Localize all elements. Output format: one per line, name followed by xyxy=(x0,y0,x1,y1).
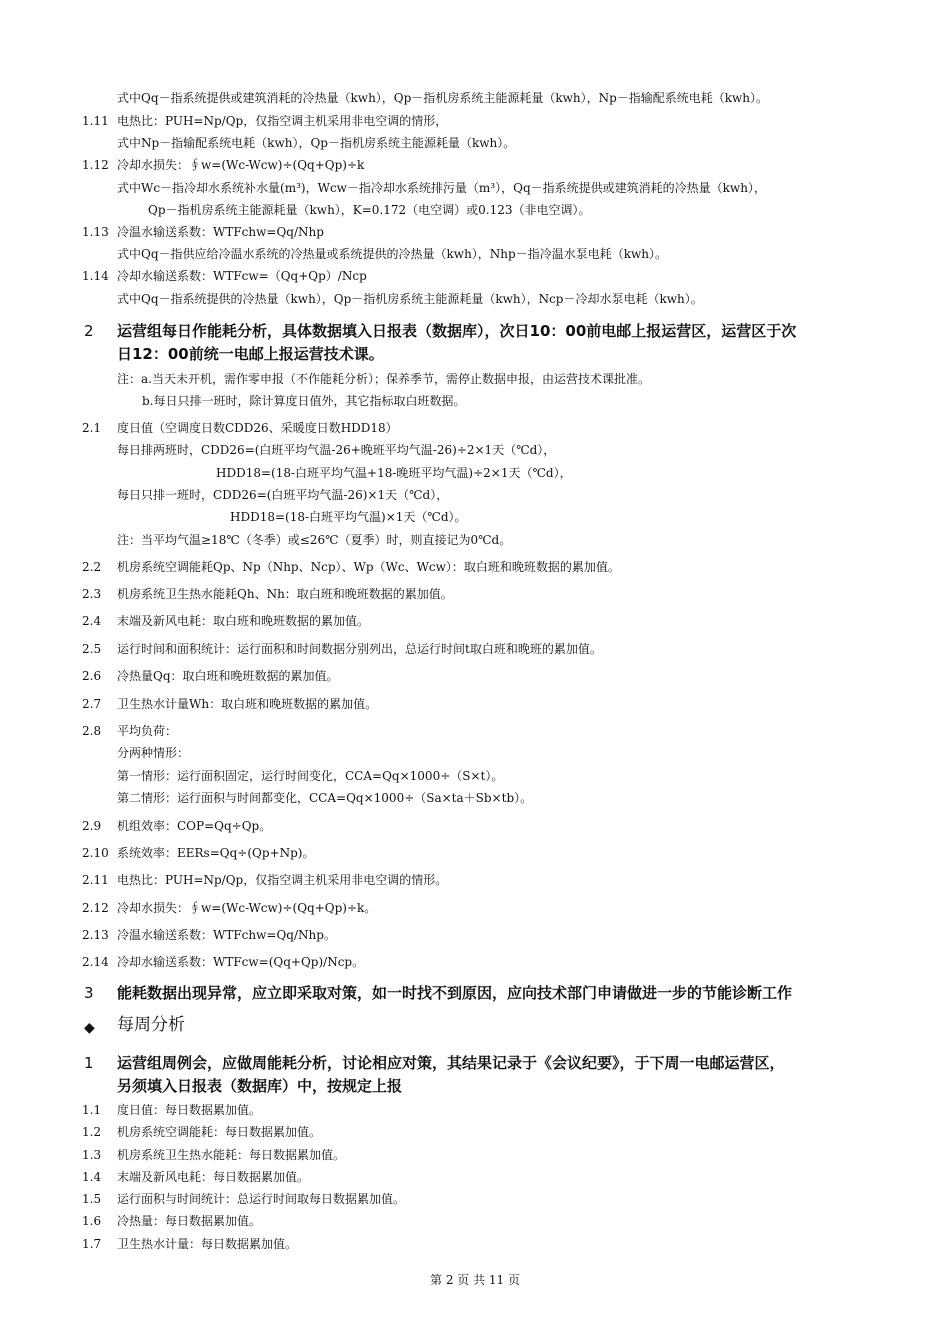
text-line: 第一情形：运行面积固定，运行时间变化，CCA=Qq×1000÷（S×t）。 xyxy=(117,769,504,783)
diamond-bullet-icon: ◆ xyxy=(84,1020,95,1036)
section-heading: 能耗数据出现异常，应立即采取对策，如一时找不到原因，应向技术部门申请做进一步的节能诊断工作 xyxy=(117,984,793,1002)
item-number: 2.3 xyxy=(82,587,102,601)
text-line: 式中Wc－指冷却水系统补水量(m³)，Wcw－指冷却水系统排污量（m³），Qq－指系统提供或建筑消耗的冷热量（kwh）， xyxy=(117,181,766,195)
text-line: HDD18=(18-白班平均气温)×1天（℃d）。 xyxy=(230,510,467,524)
section-heading: 日12：00前统一电邮上报运营技术课。 xyxy=(117,345,384,363)
text-line: 冷却水损失：∮w=(Wc-Wcw)÷(Qq+Qp)÷k xyxy=(117,158,365,172)
text-line: 机组效率：COP=Qq÷Qp。 xyxy=(117,819,272,833)
text-line: 卫生热水计量Wh：取白班和晚班数据的累加值。 xyxy=(117,697,378,711)
text-line: 冷热量：每日数据累加值。 xyxy=(117,1214,262,1228)
note-line: b.每日只排一班时，除计算度日值外，其它指标取白班数据。 xyxy=(142,394,466,408)
item-number: 1.6 xyxy=(82,1214,102,1228)
text-line: 机房系统空调能耗：每日数据累加值。 xyxy=(117,1125,322,1139)
item-number: 2.6 xyxy=(82,669,102,683)
text-line: 运行面积与时间统计：总运行时间取每日数据累加值。 xyxy=(117,1192,406,1206)
item-number: 2.4 xyxy=(82,614,102,628)
item-number: 2.9 xyxy=(82,819,102,833)
section-heading: 运营组每日作能耗分析，具体数据填入日报表（数据库），次日10：00前电邮上报运营区，运营区于次 xyxy=(117,322,797,340)
text-line: 每日只排一班时，CDD26=(白班平均气温-26)×1天（℃d）， xyxy=(117,488,449,502)
text-line: 每日排两班时，CDD26=(白班平均气温-26+晚班平均气温-26)÷2×1天（℃d）， xyxy=(117,443,556,457)
note-line: 注：当平均气温≥18℃（冬季）或≤26℃（夏季）时，则直接记为0℃d。 xyxy=(117,533,512,547)
text-line: 平均负荷： xyxy=(117,724,178,738)
text-line: 第二情形：运行面积与时间都变化，CCA=Qq×1000÷（Sa×ta＋Sb×tb）。 xyxy=(117,791,533,805)
note-line: 注：a.当天未开机，需作零申报（不作能耗分析）；保养季节，需停止数据申报，由运营技术课批准。 xyxy=(117,372,650,386)
text-line: 冷却水输送系数：WTFcw=（Qq+Qp）/Ncp xyxy=(117,269,367,283)
item-number: 2.13 xyxy=(82,928,109,942)
section-number: 1 xyxy=(84,1054,94,1072)
item-number: 1.5 xyxy=(82,1192,102,1206)
item-number: 1.13 xyxy=(82,225,109,239)
item-number: 2.7 xyxy=(82,697,102,711)
section-number: 2 xyxy=(84,322,94,340)
item-number: 2.11 xyxy=(82,873,109,887)
text-line: 分两种情形： xyxy=(117,746,190,760)
item-number: 2.8 xyxy=(82,724,102,738)
item-number: 2.2 xyxy=(82,560,102,574)
text-line: Qp－指机房系统主能源耗量（kwh），K=0.172（电空调）或0.123（非电空调）。 xyxy=(148,203,591,217)
text-line: 冷温水输送系数：WTFchw=Qq/Nhp xyxy=(117,225,324,239)
text-line: 式中Qq－指供应给冷温水系统的冷热量或系统提供的冷热量（kwh），Nhp－指冷温水泵电耗（kwh）。 xyxy=(117,247,667,261)
text-line: 机房系统空调能耗Qp、Np（Nhp、Ncp）、Wp（Wc、Wcw）：取白班和晚班数据的累加值。 xyxy=(117,560,620,574)
section-number: 3 xyxy=(84,984,94,1002)
text-line: 电热比：PUH=Np/Qp，仅指空调主机采用非电空调的情形， xyxy=(117,114,448,128)
text-line: 冷热量Qq：取白班和晚班数据的累加值。 xyxy=(117,669,339,683)
text-line: 冷温水输送系数：WTFchw=Qq/Nhp。 xyxy=(117,928,336,942)
weekly-heading: 每周分析 xyxy=(117,1015,185,1035)
item-number: 1.1 xyxy=(82,1103,102,1117)
item-number: 2.5 xyxy=(82,642,102,656)
item-number: 2.1 xyxy=(82,421,102,435)
text-line: 末端及新风电耗：取白班和晚班数据的累加值。 xyxy=(117,614,370,628)
item-number: 1.14 xyxy=(82,269,109,283)
text-line: 系统效率：EERs=Qq÷(Qp+Np)。 xyxy=(117,846,315,860)
section-heading: 另须填入日报表（数据库）中，按规定上报 xyxy=(117,1077,403,1095)
item-number: 2.10 xyxy=(82,846,109,860)
item-number: 1.2 xyxy=(82,1125,102,1139)
item-number: 2.12 xyxy=(82,901,109,915)
text-line: 机房系统卫生热水能耗：每日数据累加值。 xyxy=(117,1148,346,1162)
item-number: 1.11 xyxy=(82,114,109,128)
text-line: 冷却水输送系数：WTFcw=(Qq+Qp)/Ncp。 xyxy=(117,955,365,969)
text-line: 运行时间和面积统计：运行面积和时间数据分别列出，总运行时间t取白班和晚班的累加值。 xyxy=(117,642,602,656)
item-number: 1.7 xyxy=(82,1237,102,1251)
text-line: 式中Qq－指系统提供或建筑消耗的冷热量（kwh），Qp－指机房系统主能源耗量（kwh），Np－指输配系统电耗（kwh）。 xyxy=(117,91,769,105)
text-line: 冷却水损失：∮w=(Wc-Wcw)÷(Qq+Qp)÷k。 xyxy=(117,901,377,915)
text-line: 式中Np－指输配系统电耗（kwh），Qp－指机房系统主能源耗量（kwh）。 xyxy=(117,136,516,150)
text-line: 式中Qq－指系统提供的冷热量（kwh），Qp－指机房系统主能源耗量（kwh），Ncp－冷却水泵电耗（kwh）。 xyxy=(117,292,703,306)
text-line: 电热比：PUH=Np/Qp，仅指空调主机采用非电空调的情形。 xyxy=(117,873,448,887)
text-line: 卫生热水计量：每日数据累加值。 xyxy=(117,1237,298,1251)
page-footer: 第 2 页 共 11 页 xyxy=(430,1273,520,1287)
text-line: 末端及新风电耗：每日数据累加值。 xyxy=(117,1170,310,1184)
item-number: 1.4 xyxy=(82,1170,102,1184)
item-number: 2.14 xyxy=(82,955,109,969)
text-line: 机房系统卫生热水能耗Qh、Nh：取白班和晚班数据的累加值。 xyxy=(117,587,453,601)
text-line: HDD18=(18-白班平均气温+18-晚班平均气温)÷2×1天（℃d）， xyxy=(216,466,572,480)
section-heading: 运营组周例会，应做周能耗分析，讨论相应对策，其结果记录于《会议纪要》，于下周一电邮运营区， xyxy=(117,1054,785,1072)
item-number: 1.3 xyxy=(82,1148,102,1162)
item-number: 1.12 xyxy=(82,158,109,172)
text-line: 度日值（空调度日数CDD26、采暖度日数HDD18） xyxy=(117,421,398,435)
text-line: 度日值：每日数据累加值。 xyxy=(117,1103,262,1117)
